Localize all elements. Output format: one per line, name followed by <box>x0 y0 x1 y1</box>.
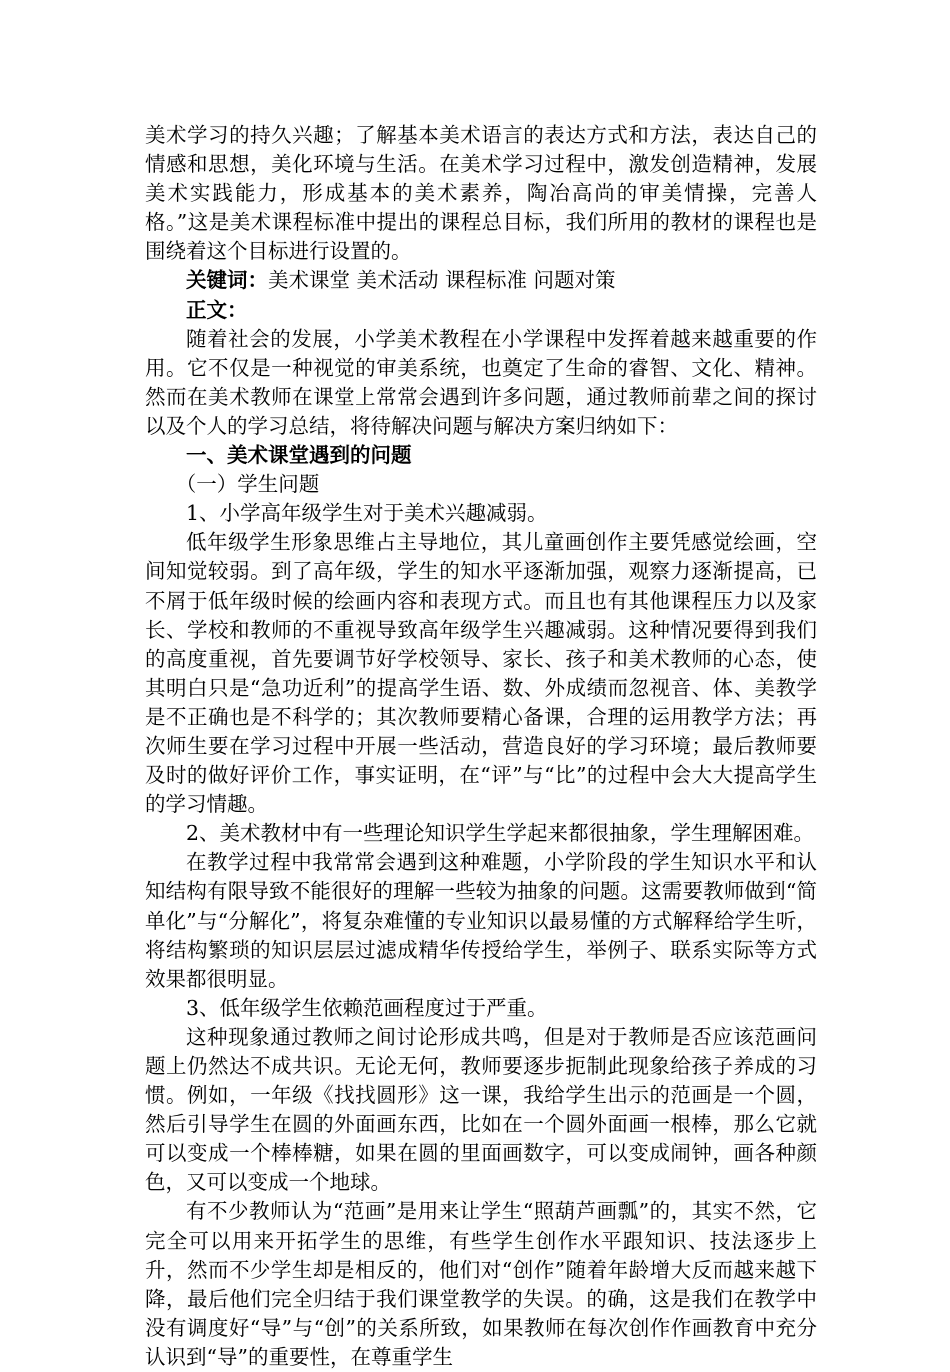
list-item-1: 1、小学高年级学生对于美术兴趣减弱。 <box>186 501 548 526</box>
document-page <box>145 121 817 1372</box>
intro-paragraph: 美术学习的持久兴趣；了解基本美术语言的表达方式和方法，表达自己的情感和思想，美化环境与生活。在美术学习过程中，激发创造精神，发展美术实践能力，形成基本的美术素养，陶冶高尚的审美情操，完善人格。”这是美术课程标准中提出的课程总目标，我们所用的教材的课程也是围绕着这个目标进行设置的。 <box>145 123 817 264</box>
heading-2: （一）学生问题 <box>175 472 320 497</box>
keywords-label: 关键词： <box>186 268 268 293</box>
list-item-2: 2、美术教材中有一些理论知识学生学起来都很抽象，学生理解困难。 <box>186 821 815 846</box>
paragraph-4: 这种现象通过教师之间讨论形成共鸣，但是对于教师是否应该范画问题上仍然达不成共识。无论无何，教师要逐步扼制此现象给孩子养成的习惯。例如，一年级《找找圆形》这一课，我给学生出示的范画是一个圆，然后引导学生在圆的外面画东西，比如在一个圆外面画一根棒，那么它就可以变成一个棒棒糖，如果在圆的里面画数字，可以变成闹钟，画各种颜色，又可以变成一个地球。 <box>145 1024 817 1195</box>
keywords-text: 美术课堂 美术活动 课程标准 问题对策 <box>268 268 616 293</box>
paragraph-3: 在教学过程中我常常会遇到这种难题，小学阶段的学生知识水平和认知结构有限导致不能很好的理解一些较为抽象的问题。这需要教师做到“简单化”与“分解化”，将复杂难懂的专业知识以最易懂的方式解释给学生听，将结构繁琐的知识层层过滤成精华传授给学生，举例子、联系实际等方式效果都很明显。 <box>145 850 817 991</box>
paragraph-2: 低年级学生形象思维占主导地位，其儿童画创作主要凭感觉绘画，空间知觉较弱。到了高年级，学生的知水平逐渐加强，观察力逐渐提高，已不屑于低年级时候的绘画内容和表现方式。而且也有其他课程压力以及家长、学校和教师的不重视导致高年级学生兴趣减弱。这种情况要得到我们的高度重视，首先要调节好学校领导、家长、孩子和美术教师的心态，使其明白只是“急功近利”的提高学生语、数、外成绩而忽视音、体、美教学是不正确也是不科学的；其次教师要精心备课，合理的运用教学方法；再次师生要在学习过程中开展一些活动，营造良好的学习环境；最后教师要及时的做好评价工作，事实证明，在“评”与“比”的过程中会大大提高学生的学习情趣。 <box>145 530 817 817</box>
paragraph-1: 随着社会的发展，小学美术教程在小学课程中发挥着越来越重要的作用。它不仅是一种视觉的审美系统，也奠定了生命的睿智、文化、精神。然而在美术教师在课堂上常常会遇到许多问题，通过教师前辈之间的探讨以及个人的学习总结，将待解决问题与解决方案归纳如下： <box>145 326 817 438</box>
keywords-line <box>145 266 817 295</box>
list-item-3: 3、低年级学生依赖范画程度过于严重。 <box>186 995 548 1020</box>
body-label: 正文： <box>186 297 248 322</box>
paragraph-5: 有不少教师认为“范画”是用来让学生“照葫芦画瓢”的，其实不然，它完全可以用来开拓学生的思维，有些学生创作水平跟知识、技法逐步上升，然而不少学生却是相反的，他们对“创作”随着年龄增大反而越来越下降，最后他们完全归结于我们课堂教学的失误。的确，这是我们在教学中没有调度好“导”与“创”的关系所致，如果教师在每次创作作画教育中充分认识到“导”的重要性，在尊重学生 <box>145 1199 817 1369</box>
heading-1: 一、美术课堂遇到的问题 <box>186 443 412 468</box>
